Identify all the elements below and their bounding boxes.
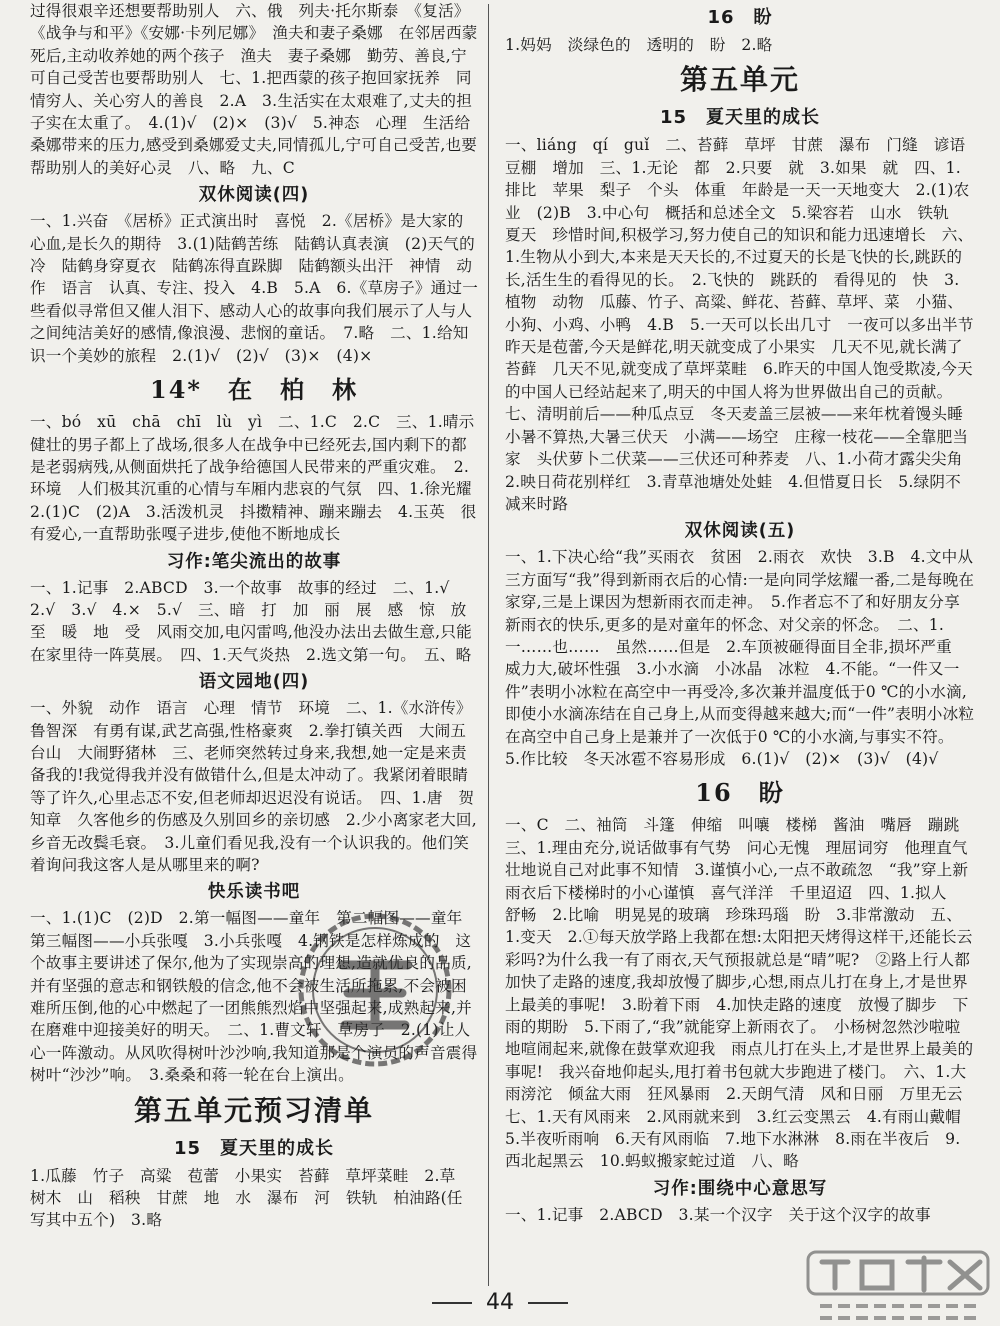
section-heading: 习作:笔尖流出的故事 (166, 551, 342, 572)
section-heading: 第五单元 (679, 63, 800, 97)
section-heading: 双休阅读(五) (684, 521, 796, 542)
section-heading: 16 盼 (695, 778, 785, 808)
answer-paragraph: 一、liáng qí guǐ 二、苔藓 草坪 甘蔗 瀑布 门缝 谚语 豆棚 增加 三、1.无论 都 2.只要 就 3.如果 就 四、1.排比 苹果 梨子 个头 体重 年龄是一天一天地变大 2.(1)农业 (2)B 3.中心句 概括和总述全文 5.梁容若 山水 铁轨 夏天 珍惜时间,积极学习,努力使自己的知识和能力迅速增长 六、1.生物从小到大,本来是天天长的,不过夏天的长是飞快的长,跳跃的长,活生生的看得见的长。 2.飞快的 跳跃的 看得见的 快 3.植物 动物 瓜藤、竹子、高粱、鲜花、苔藓、草坪、菜 小猫、小狗、小鸡、小鸭 4.B 5.一天可以长出几寸 一夜可以多出半节 昨天是苞蕾,今天是鲜花,明天就变成了小果实 几天不见,就长满了苔藓 几天不见,就变成了草坪菜畦 6.昨天的中国人饱受欺凌,今天的中国人已经站起来了,明天的中国人将为世界做出自己的贡献。 七、清明前后——种瓜点豆 冬天麦盖三层被——来年枕着馒头睡 小暑不算热,大暑三伏天 小满——场空 庄稼一枝花——全靠肥当家 头伏萝卜二伏菜——三伏还可种荞麦 八、1.小荷才露尖尖角 2.映日荷花别样红 3.青草池塘处处蛙 4.但惜夏日长 5.绿阴不减来时路 (505, 136, 990, 513)
right-column (505, 0, 990, 1226)
section-heading: 第五单元预习清单 (133, 1093, 374, 1127)
answer-paragraph: 一、1.记事 2.ABCD 3.一个故事 故事的经过 二、1.√ 2.√ 3.√ 4.× 5.√ 三、暗 打 加 丽 展 感 惊 放 至 暖 地 受 风雨交加,电闪雷鸣,他没办法出去做生意,只能在家里待一阵莫展。 四、1.天气炎热 2.选文第一句。 五、略 (30, 578, 483, 664)
section-heading: 双休阅读(四) (198, 185, 310, 206)
answer-paragraph: 1.瓜藤 竹子 高粱 苞蕾 小果实 苔藓 草坪菜畦 2.草 树木 山 稻秧 甘蔗 地 水 瀑布 河 铁轨 柏油路(任写其中五个) 3.略 (30, 1166, 472, 1230)
answer-paragraph: 一、bó xū chā chī lù yì 二、1.C 2.C 三、1.晴示健壮的男子都上了战场,很多人在战争中已经死去,国内剩下的都是老弱病残,从侧面烘托了战争给德国人民带来的严重灾难。 2.环境 人们极其沉重的心情与车厢内悲哀的气氛 四、1.徐光耀 2.(1)C (2)A 3.活泼机灵 抖擞精神、蹦来蹦去 4.玉英 很有爱心,一直帮助张嘎子进步,使他不断地成长 (30, 413, 488, 544)
page-number: 44 (486, 1290, 514, 1315)
answer-paragraph: 一、C 二、袖筒 斗篷 伸缩 叫嚷 楼梯 酱油 嘴唇 蹦跳 三、1.理由充分,说话做事有气势 问心无愧 理屈词穷 他理直气壮地说自己对此事不知情 3.谨慎小心,一点不敢疏忽 “我”穿上新雨衣后下楼梯时的小心谨慎 喜气洋洋 千里迢迢 四、1.拟人 舒畅 2.比喻 明晃晃的玻璃 珍珠玛瑙 盼 3.非常激动 五、1.变天 2.①每天放学路上我都在想:太阳把天烤得这样干,还能长云彩吗?为什么我一有了雨衣,天气预报就总是“晴”呢? ②路上行人都加快了走路的速度,我却放慢了脚步,心想,雨点儿打在身上,才是世界上最美的事呢! 3.盼着下雨 4.加快走路的速度 放慢了脚步 下雨的期盼 5.下雨了,“我”就能穿上新雨衣了。 小杨树忽然沙啦啦地喧闹起来,就像在鼓掌欢迎我 雨点儿打在头上,才是世界上最美的事呢! 我兴奋地仰起头,甩打着书包就大步跑进了楼门。 六、1.大雨滂沱 倾盆大雨 狂风暴雨 2.天朗气清 风和日丽 万里无云 七、1.天有风雨来 2.风雨就来到 3.红云变黑云 4.有雨山戴帽 5.半夜听雨响 6.天有风雨临 7.地下水淋淋 8.雨在半夜后 9.西北起黑云 10.蚂蚁搬家蛇过道 八、略 (505, 816, 979, 1171)
footer-dash-left (432, 1302, 472, 1304)
section-heading: 习作:围绕中心意思写 (652, 1178, 828, 1199)
section-heading: 16 盼 (707, 7, 773, 28)
section-heading: 快乐读书吧 (207, 882, 301, 903)
answer-paragraph: 过得很艰辛还想要帮助别人 六、俄 列夫·托尔斯泰 《复活》《战争与和平》《安娜·卡列尼娜》 渔夫和妻子桑娜 在邻居西蒙死后,主动收养她的两个孩子 渔夫 妻子桑娜 勤劳、善良,宁可自己受苦也要帮助别人 七、1.把西蒙的孩子抱回家抚养 同情穷人、关心穷人的善良 2.A 3.生活实在太艰难了,丈夫的担子实在太重了。 4.(1)√ (2)× (3)√ 5.神态 心理 生活给桑娜带来的压力,感受到桑娜爱丈夫,同情孤儿,宁可自己受苦,也要帮助别人的美好心灵 八、略 九、C (30, 2, 478, 177)
section-heading: 语文园地(四) (198, 672, 310, 693)
answer-paragraph: 一、1.兴奋 《居桥》正式演出时 喜悦 2.《居桥》是大家的心血,是长久的期待 3.(1)陆鹤苦练 陆鹤认真表演 (2)天气的冷 陆鹤身穿夏衣 陆鹤冻得直跺脚 陆鹤额头出汗 神情 动作 语言 认真、专注、投入 4.B 5.A 6.《草房子》通过一些看似寻常但又催人泪下、感动人心的故事向我们展示了人与人之间纯洁美好的感情,像浪漫、悲悯的童话。 7.略 二、1.给知识一个美妙的旅程 2.(1)√ (2)√ (3)× (4)× (30, 212, 479, 365)
section-heading: 14* 在 柏 林 (150, 375, 358, 405)
left-column (30, 0, 488, 1232)
section-heading: 15 夏天里的成长 (173, 1137, 335, 1159)
answer-paragraph: 一、外貌 动作 语言 心理 情节 环境 二、1.《水浒传》 鲁智深 有勇有谋,武艺高强,性格豪爽 2.拳打镇关西 大闹五台山 大闹野猪林 三、老师突然转过身来,我想,她一定是来责备我的!我觉得我并没有做错什么,但是太冲动了。我紧闭着眼睛等了许久,心里忐忑不安,但老师却迟迟没有说话。 四、1.唐 贺知章 久客他乡的伤感及久别回乡的亲切感 2.少小离家老大回,乡音无改鬓毛衰。 3.儿童们看见我,没有一个认识我的。他们笑着询问我这客人是从哪里来的啊? (30, 699, 480, 874)
section-heading: 15 夏天里的成长 (659, 107, 821, 129)
answer-paragraph: 一、1.(1)C (2)D 2.第一幅图——童年 第二幅图——童年 第三幅图——小兵张嘎 3.小兵张嘎 4.钢铁是怎样炼成的 这个故事主要讲述了保尔,他为了实现崇高的理想,造就优良的品质,并有坚强的意志和钢铁般的信念,他不会被生活所拖累,不会被困难所压倒,他的心中燃起了一团熊熊烈焰中坚强起来,成熟起来,并在磨难中迎接美好的明天。 二、1.曹文轩 草房子 2.(1)让人心一阵激动。从风吹得树叶沙沙响,我知道那是个演员的声音震得树叶“沙沙”响。 3.桑桑和蒋一轮在台上演出。 (30, 909, 479, 1085)
answer-paragraph: 一、1.下决心给“我”买雨衣 贫困 2.雨衣 欢快 3.B 4.文中从三方面写“我”得到新雨衣后的心情:一是向同学炫耀一番,二是每晚在家穿,三是上课因为想新雨衣而走神。 5.作者忘不了和好朋友分享新雨衣的快乐,更多的是对童年的怀念、对父亲的怀念。 二、1.一……也…… 虽然……但是 2.车顶被砸得面目全非,损坏严重 威力大,破坏性强 3.小水滴 小冰晶 冰粒 4.不能。“一件又一件”表明小冰粒在高空中一再受冷,多次兼并温度低于0 ℃的小水滴,即使小水滴冻结在自己身上,从而变得越来越大;而“一件”表明小冰粒在高空中自己身上是兼并了一次低于0 ℃的小水滴,与事实不符。 5.作比较 冬天冰雹不容易形成 6.(1)√ (2)× (3)√ (4)√ (505, 548, 975, 768)
column-divider (488, 4, 489, 1286)
answer-paragraph: 1.妈妈 淡绿色的 透明的 盼 2.略 (505, 36, 773, 54)
page-footer (0, 1290, 1000, 1315)
footer-dash-right (528, 1302, 568, 1304)
answer-paragraph: 一、1.记事 2.ABCD 3.某一个汉字 关于这个汉字的故事 (505, 1205, 931, 1224)
